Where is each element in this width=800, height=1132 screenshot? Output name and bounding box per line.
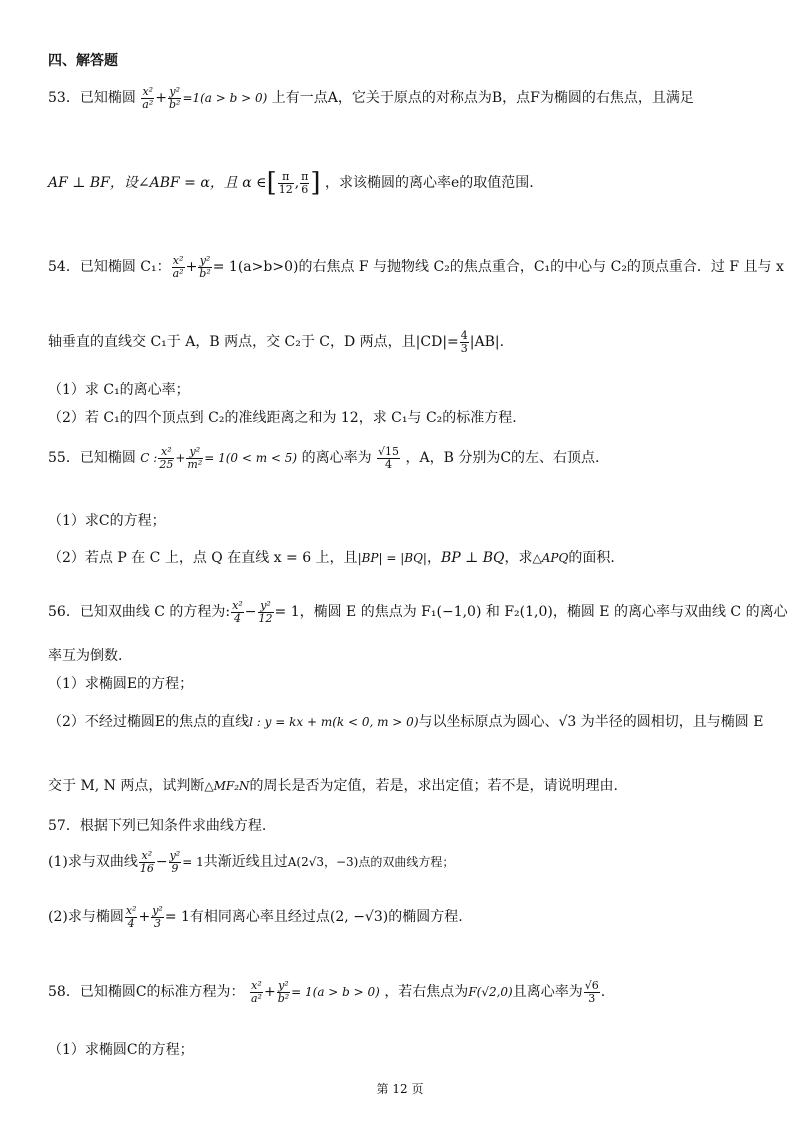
q56-line2: 率互为倒数.	[48, 648, 123, 664]
section-heading: 四、解答题	[48, 53, 118, 69]
q57-p1-frac-y: $\frac{\text{y²}}{9}$	[169, 849, 181, 875]
q57-p2d: 的椭圆方程.	[388, 909, 463, 926]
q54-frac-y: $\frac{\text{y²}}{\text{b²}}$	[199, 254, 211, 280]
q53-line2	[48, 170, 534, 196]
q57-p1-frac-x: $\frac{\text{x²}}{16}$	[139, 849, 154, 875]
q57-p2-eq: = 1	[164, 909, 190, 926]
q53-pi6: $\frac{\pi}{6}$	[301, 169, 309, 196]
q57-p2b: 有相同离心率且经过点	[189, 909, 330, 926]
q55-p2g: 的面积.	[568, 550, 615, 566]
q53-pi12: $\frac{\pi}{12}$	[278, 169, 293, 196]
q58-period: .	[600, 984, 606, 1001]
q58-frac-x: $\frac{\text{x²}}{\text{a²}}$	[250, 979, 262, 1005]
q54-line2	[48, 330, 504, 354]
q58-frac-y: $\frac{\text{y²}}{\text{b²}}$	[277, 979, 290, 1005]
q55-p2b: |BP| = |BQ|	[357, 551, 427, 565]
q56-eq: = 1	[274, 604, 300, 621]
q54-line1	[48, 255, 784, 279]
q54-part1: （1）求 C₁的离心率；	[48, 382, 190, 398]
q55-text1: 的离心率为	[301, 450, 372, 467]
q55-p2e: ，求	[504, 550, 533, 566]
q55-p2f: △APQ	[532, 551, 569, 565]
q53-frac-x: $\frac{\text{x²}}{\text{a²}}$	[142, 85, 154, 111]
q56-p2a: （2）不经过椭圆E的焦点的直线	[48, 714, 250, 730]
q56-minus: −	[244, 604, 257, 621]
q57-p2-frac-x: $\frac{\text{x²}}{4}$	[125, 904, 137, 930]
q55-frac-x: $\frac{\text{x²}}{25}$	[159, 445, 174, 471]
q56-p2e: △MF₂N	[204, 779, 250, 793]
q57-p1c: A(2√3，−3)点的双曲线方程；	[287, 855, 455, 870]
q55-number: 55．已知椭圆	[48, 450, 136, 467]
q53-line1	[48, 86, 694, 110]
q56-part1: （1）求椭圆E的方程；	[48, 676, 194, 692]
q58-number: 58．已知椭圆C的标准方程为：	[48, 984, 245, 1001]
q55-c: C :	[140, 451, 158, 466]
q53-plus: +	[155, 90, 167, 107]
q56-p2b: l : y = kx + m(k < 0, m > 0)	[249, 715, 419, 729]
q55-eq: = 1(0 < m < 5)	[204, 451, 298, 466]
q58-ecc: $\frac{√6}{3}$	[584, 979, 599, 1005]
q58-line1	[48, 980, 605, 1004]
q54-part2: （2）若 C₁的四个顶点到 C₂的准线距离之和为 12，求 C₁与 C₂的标准方程.	[48, 410, 517, 426]
q53-text3: ，求该椭圆的离心率e的取值范围.	[325, 175, 534, 191]
q54-eq: = 1	[212, 259, 238, 276]
q58-text3: 且离心率为	[512, 984, 583, 1001]
q57-p1-eq: = 1	[182, 855, 204, 870]
q56-number: 56．已知双曲线 C 的方程为:	[48, 604, 231, 621]
q57-part1	[48, 850, 454, 874]
q55-p2a: （2）若点 P 在 C 上，点 Q 在直线 x = 6 上，且	[48, 550, 358, 566]
q55-ecc: $\frac{√15}{4}$	[378, 445, 400, 471]
q55-text2: ，A，B 分别为C的左、右顶点.	[405, 450, 600, 467]
page-footer: 第 12 页	[376, 1082, 424, 1096]
q54-plus: +	[185, 259, 198, 276]
q53-eq-rest: =1(a > b > 0)	[182, 91, 268, 106]
q58-text1: ，若右焦点为	[384, 984, 469, 1001]
q53-frac-y: $\frac{\text{y²}}{\text{b²}}$	[168, 85, 181, 111]
q57-title: 57．根据下列已知条件求曲线方程.	[48, 818, 267, 834]
q56-part2-line2	[48, 778, 618, 795]
q54-text2: 轴垂直的直线交 C₁于 A，B 两点，交 C₂于 C，D 两点，且|CD|=	[48, 334, 459, 351]
q55-plus: +	[175, 451, 186, 466]
q54-number: 54．已知椭圆 C₁：	[48, 259, 171, 276]
q53-alpha: α ∈	[242, 175, 267, 191]
q53-text2: AF ⊥ BF，设∠ABF = α，且	[48, 175, 238, 191]
right-bracket-icon: ]	[310, 168, 321, 198]
q57-p2a: (2)求与椭圆	[48, 909, 124, 926]
q55-line1	[48, 446, 600, 470]
q58-part1: （1）求椭圆C的方程；	[48, 1042, 194, 1058]
q56-part2-line1	[48, 714, 763, 731]
q53-text1: 上有一点A，它关于原点的对称点为B，点F为椭圆的右焦点，且满足	[271, 90, 694, 107]
q57-part2	[48, 905, 463, 929]
q57-p1-minus: −	[155, 854, 168, 871]
q58-eq: = 1(a > b > 0)	[291, 985, 380, 1000]
q56-text1: ，椭圆 E 的焦点为 F₁(−1,0) 和 F₂(1,0)，椭圆 E 的离心率与双曲线 C 的离心	[299, 604, 788, 621]
left-bracket-icon: [	[266, 168, 277, 198]
q57-p2-frac-y: $\frac{\text{y²}}{3}$	[152, 904, 163, 930]
q55-part1: （1）求C的方程；	[48, 513, 166, 529]
q53-number: 53．已知椭圆	[48, 90, 136, 107]
q55-p2c: ，	[426, 550, 441, 566]
q54-frac-4-3: $\frac{4}{3}$	[460, 329, 468, 355]
q53-comma: ,	[294, 175, 300, 191]
q57-p2-plus: +	[138, 909, 151, 926]
q55-p2d: BP ⊥ BQ	[440, 550, 505, 566]
q56-frac-y: $\frac{\text{y²}}{12}$	[258, 599, 273, 625]
q56-p2f: 的周长是否为定值，若是，求出定值；若不是，请说明理由.	[249, 778, 618, 794]
q58-focus: F(√2,0)	[468, 985, 513, 1000]
q56-line1	[48, 600, 788, 624]
q55-frac-y: $\frac{\text{y²}}{\text{m²}}$	[187, 445, 203, 471]
q56-p2c: 与以坐标原点为圆心、√3 为半径的圆相切，且与椭圆 E	[418, 714, 764, 730]
q57-p2c: (2, −√3)	[329, 909, 389, 926]
q54-frac-x: $\frac{\text{x²}}{\text{a²}}$	[172, 254, 184, 280]
q57-p1b: 共渐近线且过	[203, 854, 288, 871]
q54-text1: (a>b>0)的右焦点 F 与抛物线 C₂的焦点重合，C₁的中心与 C₂的顶点重合．过 F 且与 x	[237, 259, 784, 276]
q57-p1a: (1)求与双曲线	[48, 854, 138, 871]
q56-p2d: 交于 M, N 两点，试判断	[48, 778, 205, 794]
q55-part2	[48, 550, 615, 567]
q56-frac-x: $\frac{\text{x²}}{4}$	[232, 599, 243, 625]
q58-plus: +	[263, 984, 276, 1001]
q54-text3: |AB|.	[469, 334, 505, 351]
